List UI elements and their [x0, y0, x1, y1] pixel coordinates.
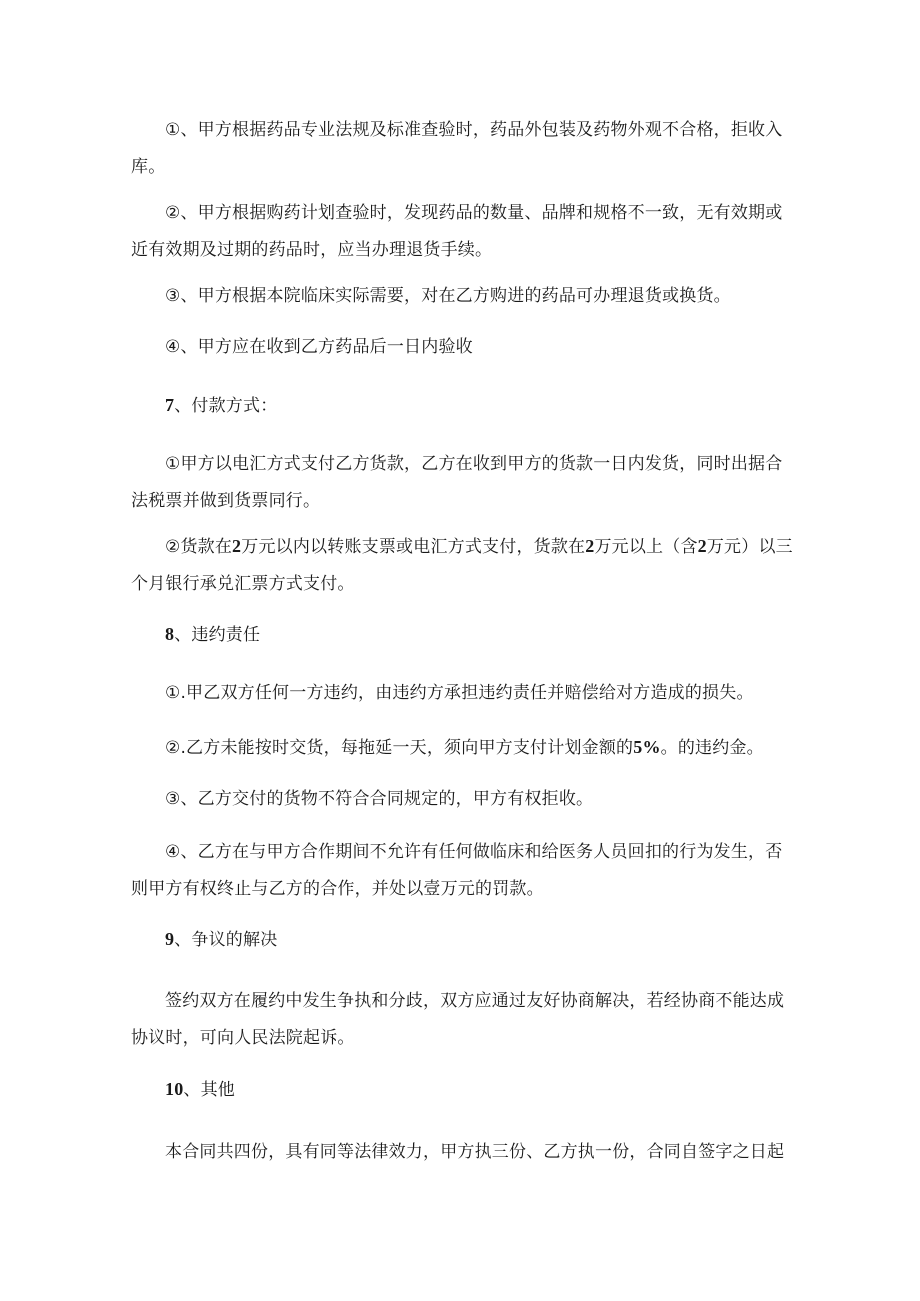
acceptance-item-1: ①、甲方根据药品专业法规及标准查验时，药品外包装及药物外观不合格，拒收入库。	[131, 120, 783, 177]
section-7-title: 、付款方式：	[174, 396, 278, 416]
section-9-heading	[131, 921, 793, 959]
acceptance-item-4: ④、甲方应在收到乙方药品后一日内验收	[165, 337, 473, 357]
liability-item-4: ④、乙方在与甲方合作期间不允许有任何做临床和给医务人员回扣的行为发生，否则甲方有权终止与乙方的合作，并处以壹万元的罚款。	[131, 842, 783, 899]
section-7-number: 7	[165, 395, 175, 415]
acceptance-item-2: ②、甲方根据购药计划查验时，发现药品的数量、品牌和规格不一致，无有效期或近有效期及过期的药品时，应当办理退货手续。	[131, 203, 783, 260]
section-9-title: 、争议的解决	[174, 930, 278, 950]
liability-item-1: ①.甲乙双方任何一方违约，由违约方承担违约责任并赔偿给对方造成的损失。	[165, 683, 754, 703]
payment-item-2-part-a: ②货款在	[165, 537, 233, 557]
payment-amount-1: 2	[232, 536, 242, 556]
payment-item-2-part-d: 万元）以三个月银行承兑汇票方式支付。	[131, 537, 793, 594]
liability-item-2	[131, 729, 793, 767]
payment-amount-3: 2	[697, 536, 707, 556]
liability-item-3: ③、乙方交付的货物不符合合同规定的，甲方有权拒收。	[165, 789, 594, 809]
section-9-number: 9	[165, 929, 175, 949]
payment-item-2	[131, 528, 793, 603]
payment-amount-2: 2	[585, 536, 595, 556]
section-8-heading	[131, 616, 793, 654]
section-8-title: 、违约责任	[174, 625, 261, 645]
payment-item-1: ①甲方以电汇方式支付乙方货款，乙方在收到甲方的货款一日内发货，同时出据合法税票并做到货票同行。	[131, 454, 783, 511]
payment-item-2-part-c: 万元以上（含	[594, 537, 698, 557]
payment-item-2-part-b: 万元以内以转账支票或电汇方式支付，货款在	[241, 537, 586, 557]
penalty-percentage: 5%	[633, 737, 661, 757]
section-10-number: 10	[165, 1079, 184, 1099]
section-8-number: 8	[165, 624, 175, 644]
section-10-heading	[131, 1071, 793, 1109]
section-7-heading	[131, 387, 793, 425]
liability-item-2-part-b: 。的违约金。	[660, 738, 764, 758]
liability-item-2-part-a: ②.乙方未能按时交货，每拖延一天，须向甲方支付计划金额的	[165, 738, 634, 758]
other-body: 本合同共四份，具有同等法律效力，甲方执三份、乙方执一份，合同自签字之日起	[165, 1142, 785, 1162]
acceptance-item-3: ③、甲方根据本院临床实际需要，对在乙方购进的药品可办理退货或换货。	[165, 286, 731, 306]
section-10-title: 、其他	[183, 1080, 236, 1100]
dispute-body: 签约双方在履约中发生争执和分歧，双方应通过友好协商解决，若经协商不能达成协议时，可向人民法院起诉。	[131, 991, 785, 1048]
